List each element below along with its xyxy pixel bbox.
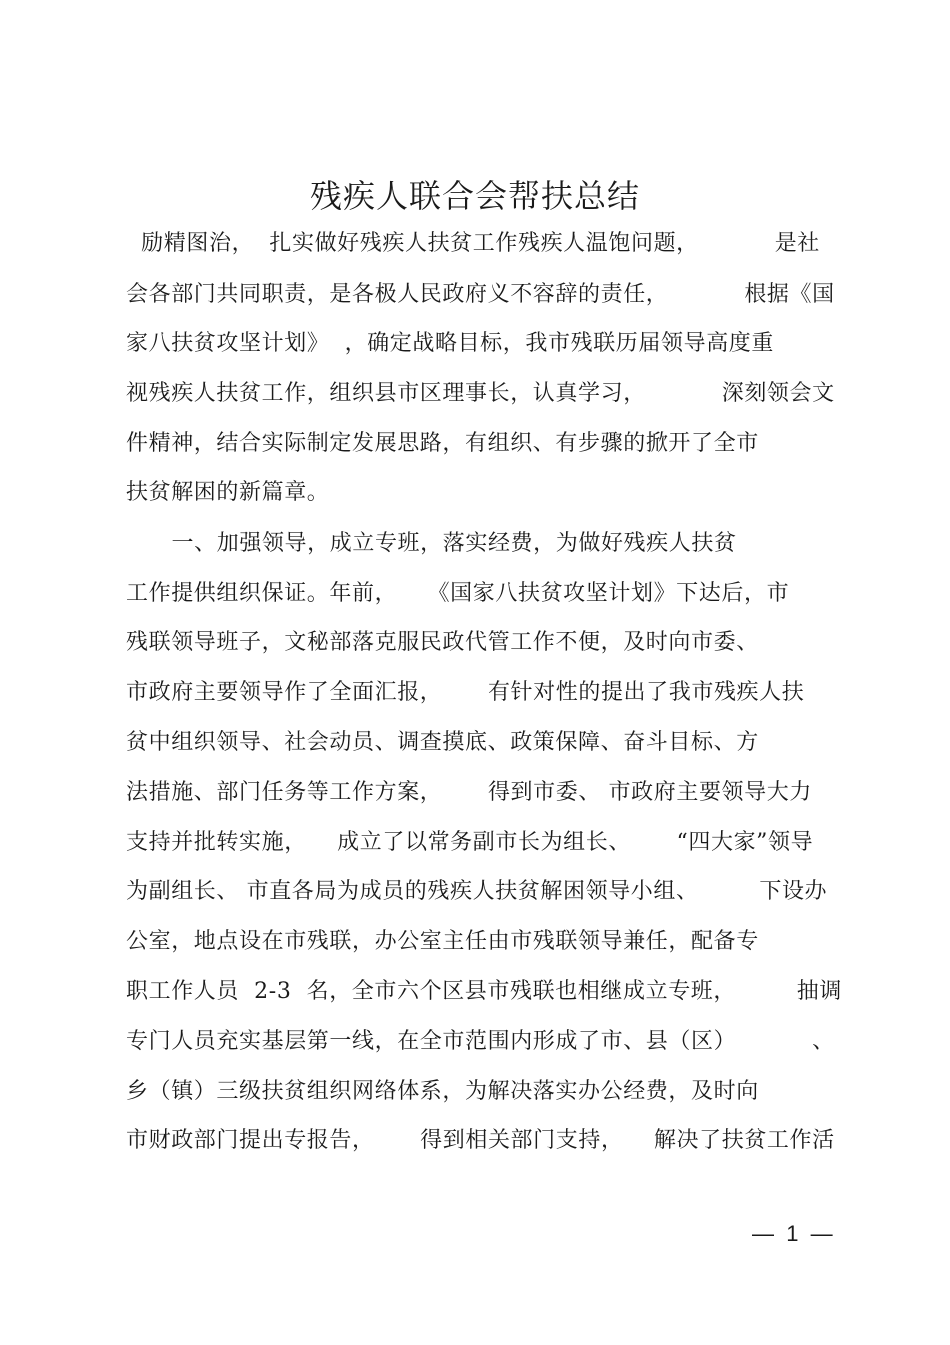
text-line-9: 残联领导班子，文秘部落克服民政代管工作不便，及时向市委、 (126, 630, 759, 655)
text-line-13: 支持并批转实施， 成立了以常务副市长为组长、 “四大家”领导 (126, 830, 814, 855)
text-line-19: 市财政部门提出专报告， 得到相关部门支持， 解决了扶贫工作活 (126, 1128, 835, 1153)
text-line-10: 市政府主要领导作了全面汇报， 有针对性的提出了我市残疾人扶 (126, 680, 805, 705)
text-line-11: 贫中组织领导、社会动员、调查摸底、政策保障、奋斗目标、方 (126, 730, 759, 755)
text-line-16: 职工作人员 2-3 名，全市六个区县市残联也相继成立专班， 抽调 (126, 979, 842, 1004)
text-line-15: 公室，地点设在市残联，办公室主任由市残联领导兼任，配备专 (126, 929, 759, 954)
text-line-17: 专门人员充实基层第一线，在全市范围内形成了市、县（区） 、 (126, 1029, 835, 1054)
page-number: — 1 — (752, 1221, 833, 1246)
text-line-2: 会各部门共同职责，是各极人民政府义不容辞的责任， 根据《国 (126, 282, 835, 307)
text-line-4: 视残疾人扶贫工作，组织县市区理事长，认真学习， 深刻领会文 (126, 381, 835, 406)
text-line-1: 励精图治， 扎实做好残疾人扶贫工作残疾人温饱问题， 是社 (126, 231, 820, 256)
text-line-8: 工作提供组织保证。年前， 《国家八扶贫攻坚计划》下达后，市 (126, 581, 790, 606)
text-line-18: 乡（镇）三级扶贫组织网络体系，为解决落实办公经费，及时向 (126, 1079, 759, 1104)
text-line-14: 为副组长、 市直各局为成员的残疾人扶贫解困领导小组、 下设办 (126, 879, 828, 904)
text-line-6: 扶贫解困的新篇章。 (126, 480, 330, 505)
document-title: 残疾人联合会帮扶总结 (309, 177, 640, 215)
text-line-5: 件精神，结合实际制定发展思路，有组织、有步骤的掀开了全市 (126, 431, 759, 456)
text-line-12: 法措施、部门任务等工作方案， 得到市委、 市政府主要领导大力 (126, 780, 812, 805)
text-line-3: 家八扶贫攻坚计划》 ，确定战略目标，我市残联历届领导高度重 (126, 331, 774, 356)
text-line-7: 一、加强领导，成立专班，落实经费，为做好残疾人扶贫 (126, 531, 737, 556)
